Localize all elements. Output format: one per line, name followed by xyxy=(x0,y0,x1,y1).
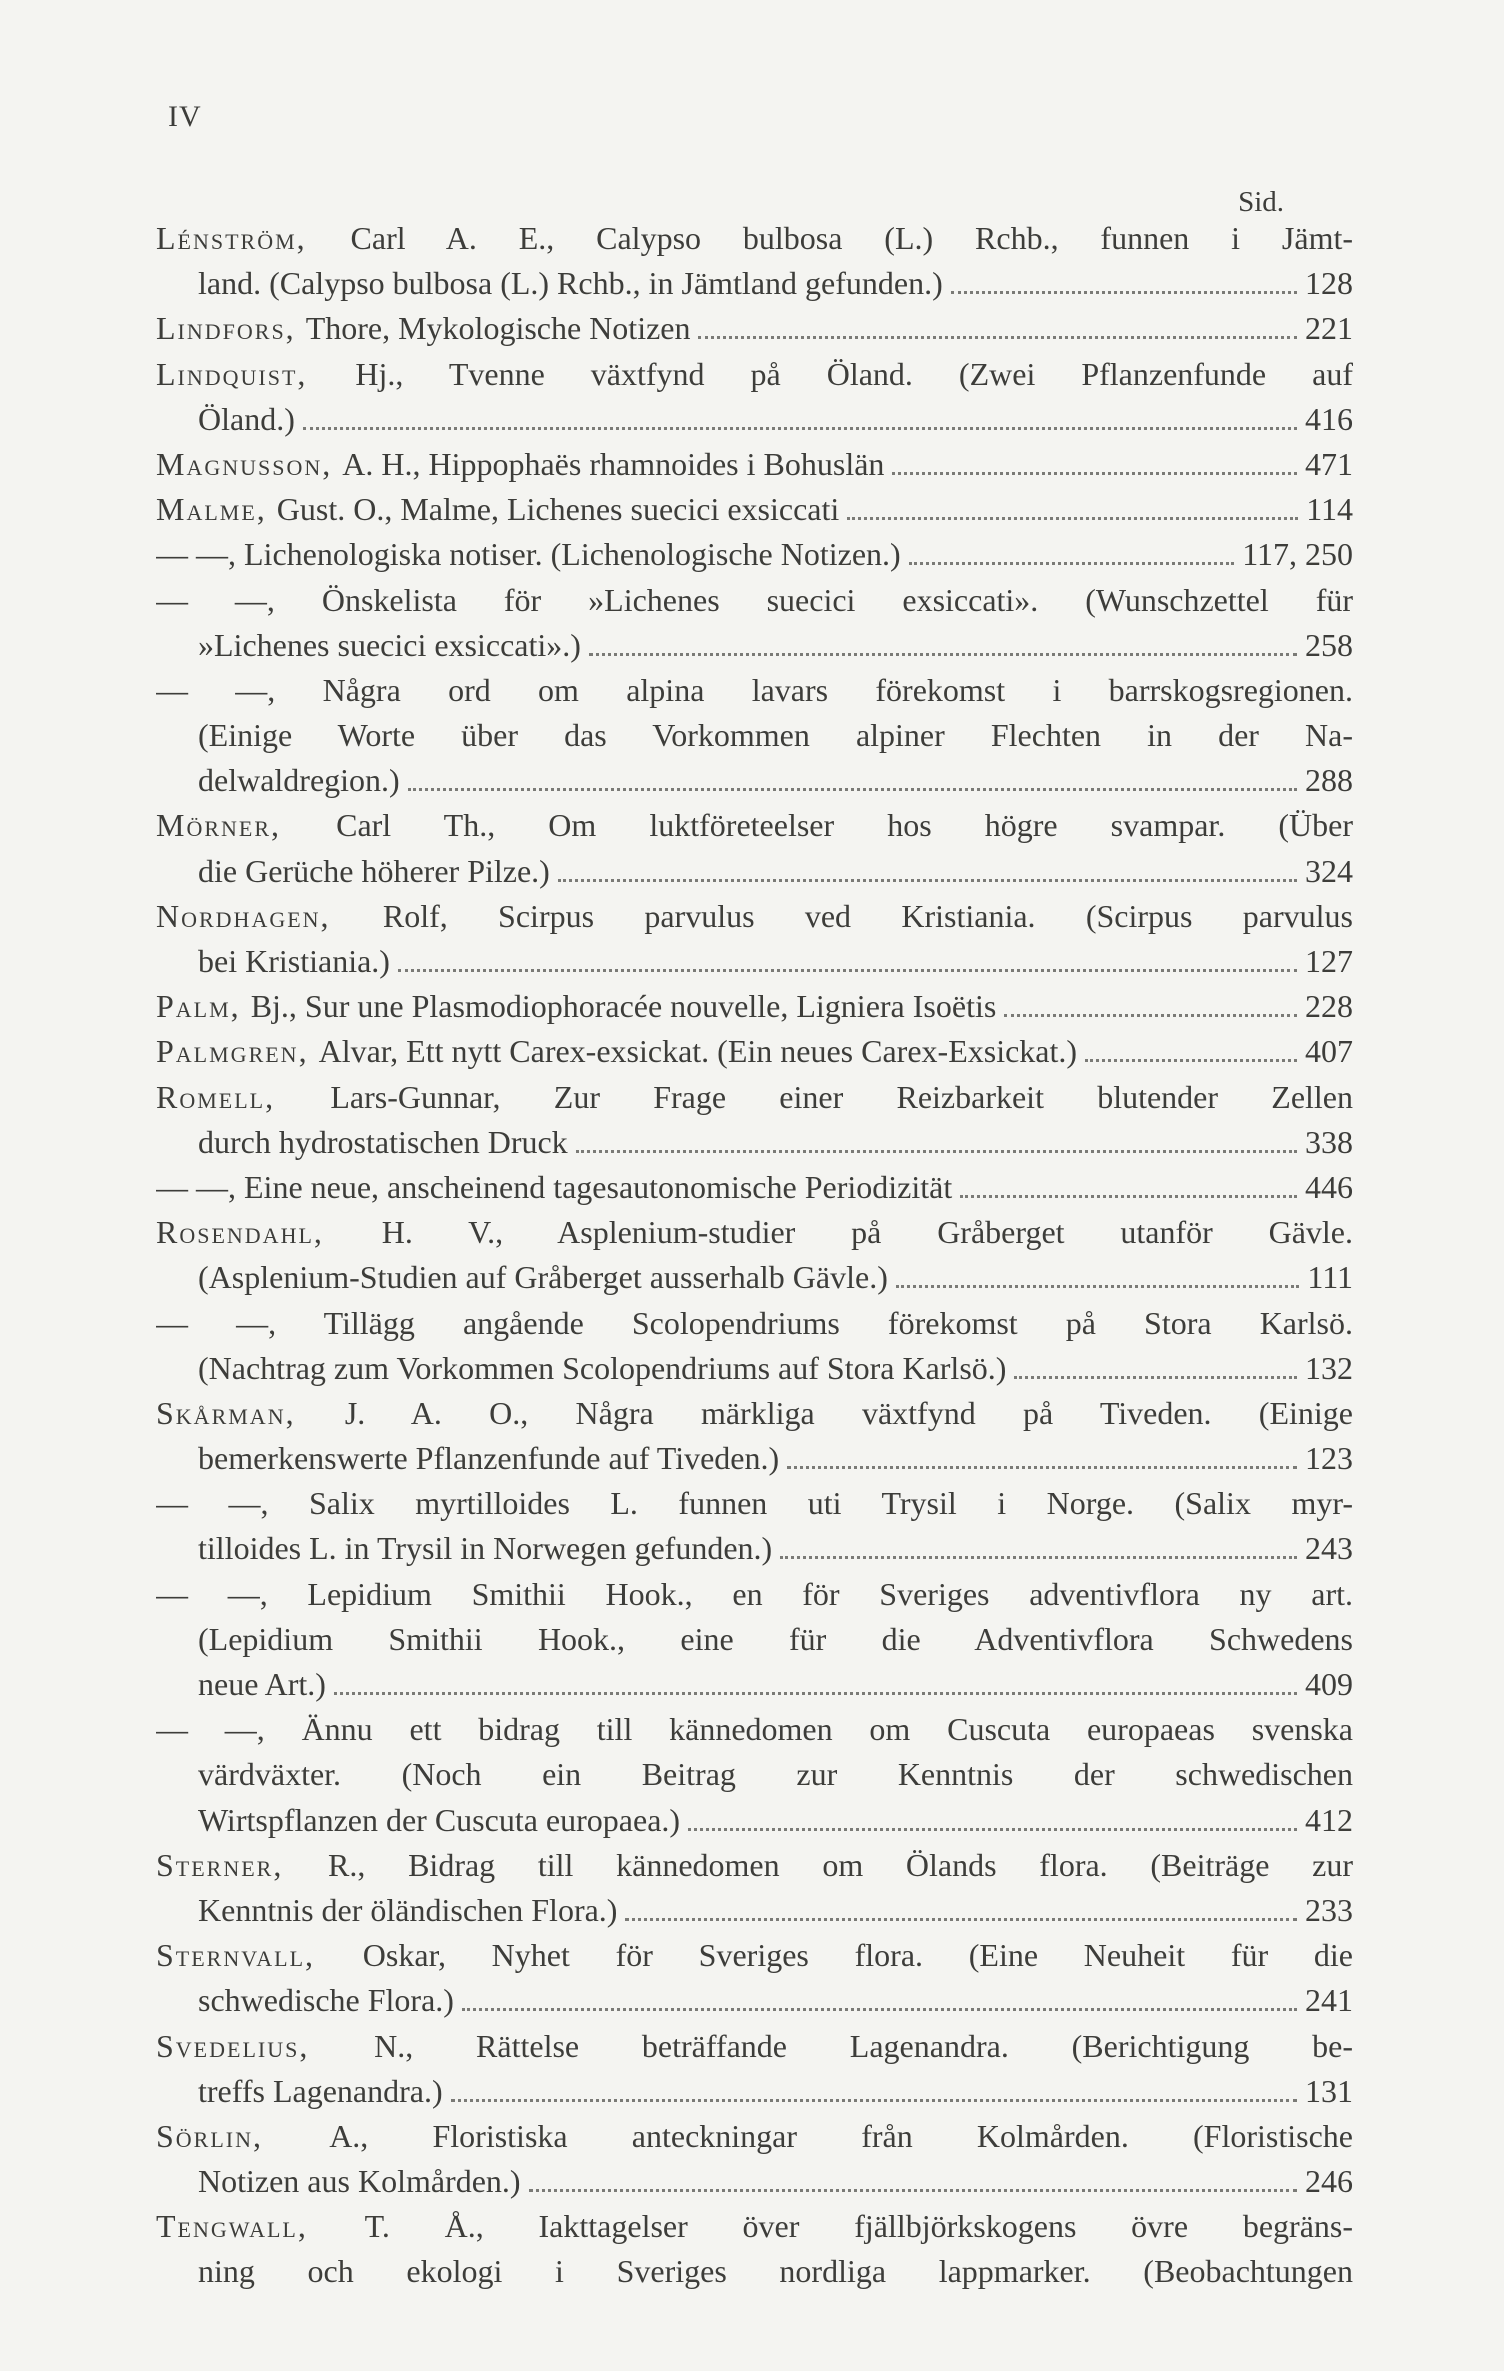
toc-entry xyxy=(156,352,1353,442)
page-ref: 114 xyxy=(1306,491,1353,528)
toc-entry-line xyxy=(156,1481,1353,1526)
toc-entry xyxy=(156,1843,1353,1933)
page-column-label: Sid. xyxy=(1238,186,1284,218)
toc-entry-line xyxy=(156,713,1353,758)
page-ref: 412 xyxy=(1305,1801,1353,1838)
toc-entry xyxy=(156,1933,1353,2023)
entry-title-text: — —, Lichenologiska notiser. (Lichenologische Notizen.) xyxy=(156,536,901,573)
entry-title-text: Oskar, Nyhet för Sveriges flora. (Eine Neuheit für die xyxy=(362,1937,1353,1974)
page-ref: 407 xyxy=(1305,1033,1353,1070)
toc-entry-line xyxy=(156,1798,1353,1843)
author-name: Skårman, xyxy=(156,1394,345,1431)
toc-entry-line xyxy=(156,1391,1353,1436)
page-ref: 233 xyxy=(1305,1891,1353,1928)
entry-title-text: R., Bidrag till kännedomen om Ölands flora. (Beiträge zur xyxy=(328,1846,1353,1883)
toc-entry xyxy=(156,668,1353,804)
page-ref: 243 xyxy=(1305,1530,1353,1567)
dot-leader xyxy=(896,1285,1300,1288)
page-ref: 228 xyxy=(1305,988,1353,1025)
toc-entry-line xyxy=(156,397,1353,442)
table-of-contents xyxy=(156,216,1353,2295)
author-name: Rosendahl, xyxy=(156,1214,382,1251)
page-ref: 131 xyxy=(1305,2072,1353,2109)
entry-title-text: (Asplenium-Studien auf Gråberget ausserhalb Gävle.) xyxy=(198,1259,888,1296)
dot-leader xyxy=(960,1195,1297,1198)
dot-leader xyxy=(398,969,1297,972)
toc-entry-line xyxy=(156,849,1353,894)
toc-entry-line xyxy=(156,984,1353,1029)
entry-title-text: Notizen aus Kolmården.) xyxy=(198,2163,521,2200)
entry-title-text: land. (Calypso bulbosa (L.) Rchb., in Jämtland gefunden.) xyxy=(198,265,943,302)
entry-title-text: die Gerüche höherer Pilze.) xyxy=(198,852,550,889)
toc-entry-line xyxy=(156,1978,1353,2023)
entry-title-text: neue Art.) xyxy=(198,1666,326,1702)
toc-entry xyxy=(156,1029,1353,1074)
dot-leader xyxy=(451,2099,1297,2102)
page-ref: 246 xyxy=(1305,2163,1353,2200)
toc-entry xyxy=(156,578,1353,668)
author-name: Nordhagen, xyxy=(156,897,383,934)
entry-title-text: — —, Eine neue, anscheinend tagesautonomische Periodizität xyxy=(156,1168,953,1205)
toc-entry xyxy=(156,2204,1353,2294)
toc-entry-line xyxy=(156,1707,1353,1752)
toc-entry-line xyxy=(156,2114,1353,2159)
dot-leader xyxy=(576,1150,1297,1153)
toc-entry-line xyxy=(156,1752,1353,1797)
page-ref: 132 xyxy=(1305,1349,1353,1386)
page-ref: 324 xyxy=(1305,852,1353,889)
dot-leader xyxy=(787,1466,1297,1469)
entry-title-text: Kenntnis der öländischen Flora.) xyxy=(198,1891,618,1928)
author-name: Magnusson, xyxy=(156,445,343,482)
author-name: Lindfors, xyxy=(156,310,306,347)
toc-entry xyxy=(156,1210,1353,1300)
toc-entry-line xyxy=(156,1165,1353,1210)
toc-entry-line xyxy=(156,668,1353,713)
toc-entry-line xyxy=(156,216,1353,261)
entry-title-text: Hj., Tvenne växtfynd på Öland. (Zwei Pflanzenfunde auf xyxy=(355,355,1353,392)
toc-entry-line xyxy=(156,1301,1353,1346)
toc-entry-line xyxy=(156,1662,1353,1707)
toc-entry-line xyxy=(156,1029,1353,1074)
toc-entry-line xyxy=(156,1210,1353,1255)
toc-entry xyxy=(156,442,1353,487)
dot-leader xyxy=(951,291,1297,294)
page-ref: 416 xyxy=(1305,400,1353,437)
author-name: Palm, xyxy=(156,988,251,1025)
page-ref: 127 xyxy=(1305,943,1353,979)
toc-entry-line xyxy=(156,1346,1353,1391)
toc-entry-line xyxy=(156,1617,1353,1662)
toc-entry xyxy=(156,216,1353,306)
entry-title-text: Wirtspflanzen der Cuscuta europaea.) xyxy=(198,1801,681,1838)
toc-entry-line xyxy=(156,1075,1353,1120)
author-name: Lindquist, xyxy=(156,355,356,392)
entry-title-text: ning och ekologi i Sveriges nordliga lappmarker. (Beobachtungen xyxy=(198,2253,1353,2290)
author-name: Sörlin, xyxy=(156,2117,330,2154)
toc-entry-line xyxy=(156,306,1353,351)
entry-title-text: N., Rättelse beträffande Lagenandra. (Berichtigung be- xyxy=(374,2027,1353,2064)
page-ref: 241 xyxy=(1305,1982,1353,2019)
toc-entry-line xyxy=(156,2069,1353,2114)
toc-entry-line xyxy=(156,623,1353,668)
toc-entry xyxy=(156,803,1353,893)
entry-title-text: Rolf, Scirpus parvulus ved Kristiania. (Scirpus parvulus xyxy=(382,897,1353,934)
dot-leader xyxy=(625,1918,1297,1921)
page-ref: 409 xyxy=(1305,1666,1353,1702)
dot-leader xyxy=(558,879,1297,882)
entry-title-text: Öland.) xyxy=(198,400,295,437)
entry-title-text: (Nachtrag zum Vorkommen Scolopendriums auf Stora Karlsö.) xyxy=(198,1349,1007,1386)
toc-entry xyxy=(156,1572,1353,1708)
page-ref: 221 xyxy=(1305,310,1353,347)
entry-title-text: Carl A. E., Calypso bulbosa (L.) Rchb., funnen i Jämt- xyxy=(350,220,1353,256)
entry-title-text: H. V., Asplenium-studier på Gråberget utanför Gävle. xyxy=(381,1214,1353,1251)
toc-entry-line xyxy=(156,1255,1353,1300)
dot-leader xyxy=(698,336,1297,339)
entry-title-text: — —, Lepidium Smithii Hook., en för Sveriges adventivflora ny art. xyxy=(156,1575,1353,1612)
toc-entry xyxy=(156,1075,1353,1165)
dot-leader xyxy=(892,472,1297,475)
toc-entry xyxy=(156,894,1353,984)
entry-title-text: Carl Th., Om luktföreteelser hos högre svampar. (Über xyxy=(336,807,1353,844)
entry-title-text: bei Kristiania.) xyxy=(198,943,390,979)
author-name: Malme, xyxy=(156,491,277,528)
entry-title-text: Bj., Sur une Plasmodiophoracée nouvelle, Ligniera Isoëtis xyxy=(250,988,997,1025)
toc-entry xyxy=(156,2114,1353,2204)
dot-leader xyxy=(688,1828,1297,1831)
entry-title-text: Thore, Mykologische Notizen xyxy=(305,310,691,347)
toc-entry xyxy=(156,984,1353,1029)
entry-title-text: »Lichenes suecici exsiccati».) xyxy=(198,626,581,663)
page-ref: 123 xyxy=(1305,1440,1353,1477)
author-name: Mörner, xyxy=(156,807,337,844)
entry-title-text: — —, Tillägg angående Scolopendriums förekomst på Stora Karlsö. xyxy=(156,1304,1353,1341)
entry-title-text: delwaldregion.) xyxy=(198,762,400,799)
page-ref: 128 xyxy=(1305,265,1353,302)
author-name: Sterner, xyxy=(156,1846,329,1883)
toc-entry-line xyxy=(156,1933,1353,1978)
toc-entry-line xyxy=(156,442,1353,487)
page-ref: 117, 250 xyxy=(1242,536,1353,573)
toc-entry-line xyxy=(156,758,1353,803)
entry-title-text: Gust. O., Malme, Lichenes suecici exsiccati xyxy=(276,491,840,528)
entry-title-text: — —, Salix myrtilloides L. funnen uti Trysil i Norge. (Salix myr- xyxy=(156,1485,1353,1522)
toc-entry-line xyxy=(156,939,1353,984)
dot-leader xyxy=(909,562,1234,565)
entry-title-text: schwedische Flora.) xyxy=(198,1982,454,2019)
dot-leader xyxy=(408,788,1297,791)
dot-leader xyxy=(529,2189,1297,2192)
toc-entry-line xyxy=(156,1843,1353,1888)
dot-leader xyxy=(1085,1059,1297,1062)
entry-title-text: — —, Önskelista för »Lichenes suecici exsiccati». (Wunschzettel für xyxy=(156,581,1353,618)
entry-title-text: (Lepidium Smithii Hook., eine für die Adventivflora Schwedens xyxy=(198,1620,1353,1657)
page-number: IV xyxy=(168,100,202,133)
entry-title-text: treffs Lagenandra.) xyxy=(198,2072,443,2109)
author-name: Romell, xyxy=(156,1078,331,1115)
entry-title-text: Lars-Gunnar, Zur Frage einer Reizbarkeit blutender Zellen xyxy=(330,1078,1353,1115)
page-ref: 338 xyxy=(1305,1123,1353,1160)
toc-entry-line xyxy=(156,261,1353,306)
toc-entry-line xyxy=(156,2024,1353,2069)
page-ref: 258 xyxy=(1305,626,1353,663)
entry-title-text: A. H., Hippophaës rhamnoides i Bohuslän xyxy=(342,445,885,482)
toc-entry xyxy=(156,1165,1353,1210)
entry-title-text: bemerkenswerte Pflanzenfunde auf Tiveden.) xyxy=(198,1440,780,1477)
toc-entry-line xyxy=(156,1436,1353,1481)
dot-leader xyxy=(334,1692,1297,1695)
entry-title-text: värdväxter. (Noch ein Beitrag zur Kenntnis der schwedischen xyxy=(198,1756,1353,1793)
toc-entry xyxy=(156,487,1353,532)
author-name: Palmgren, xyxy=(156,1033,319,1070)
dot-leader xyxy=(589,653,1297,656)
toc-entry-line xyxy=(156,2159,1353,2204)
entry-title-text: T. Å., Iakttagelser över fjällbjörkskogens övre begräns- xyxy=(364,2208,1353,2245)
toc-entry-line xyxy=(156,894,1353,939)
author-name: Tengwall, xyxy=(156,2208,365,2245)
toc-entry-line xyxy=(156,1120,1353,1165)
dot-leader xyxy=(1004,1014,1297,1017)
toc-entry-line xyxy=(156,352,1353,397)
entry-title-text: J. A. O., Några märkliga växtfynd på Tiveden. (Einige xyxy=(344,1394,1353,1431)
entry-title-text: A., Floristiska anteckningar från Kolmården. (Floristische xyxy=(329,2117,1353,2154)
entry-title-text: (Einige Worte über das Vorkommen alpiner Flechten in der Na- xyxy=(198,717,1353,754)
dot-leader xyxy=(462,2008,1297,2011)
toc-entry xyxy=(156,1481,1353,1571)
toc-entry xyxy=(156,532,1353,577)
author-name: Svedelius, xyxy=(156,2027,375,2064)
toc-entry xyxy=(156,306,1353,351)
page-ref: 471 xyxy=(1305,445,1353,482)
page-ref: 446 xyxy=(1305,1168,1353,1205)
dot-leader xyxy=(1014,1376,1297,1379)
author-name: Lénström, xyxy=(156,220,351,256)
toc-entry-line xyxy=(156,487,1353,532)
toc-entry-line xyxy=(156,2204,1353,2249)
toc-entry-line xyxy=(156,532,1353,577)
dot-leader xyxy=(303,427,1297,430)
toc-entry-line xyxy=(156,2249,1353,2294)
dot-leader xyxy=(780,1556,1297,1559)
toc-entry-line xyxy=(156,1526,1353,1571)
toc-entry xyxy=(156,1707,1353,1843)
toc-entry-line xyxy=(156,1572,1353,1617)
toc-entry-line xyxy=(156,1888,1353,1933)
dot-leader xyxy=(847,517,1298,520)
entry-title-text: durch hydrostatischen Druck xyxy=(198,1123,568,1160)
entry-title-text: tilloides L. in Trysil in Norwegen gefunden.) xyxy=(198,1530,773,1567)
toc-entry xyxy=(156,2024,1353,2114)
entry-title-text: — —, Några ord om alpina lavars förekomst i barrskogsregionen. xyxy=(156,671,1353,708)
toc-entry-line xyxy=(156,803,1353,848)
toc-entry xyxy=(156,1301,1353,1391)
toc-entry-line xyxy=(156,578,1353,623)
page-ref: 111 xyxy=(1307,1259,1353,1296)
page-ref: 288 xyxy=(1305,762,1353,799)
author-name: Sternvall, xyxy=(156,1937,363,1974)
toc-entry xyxy=(156,1391,1353,1481)
entry-title-text: — —, Ännu ett bidrag till kännedomen om Cuscuta europaeas svenska xyxy=(156,1711,1353,1748)
entry-title-text: Alvar, Ett nytt Carex-exsickat. (Ein neues Carex-Exsickat.) xyxy=(318,1033,1078,1070)
